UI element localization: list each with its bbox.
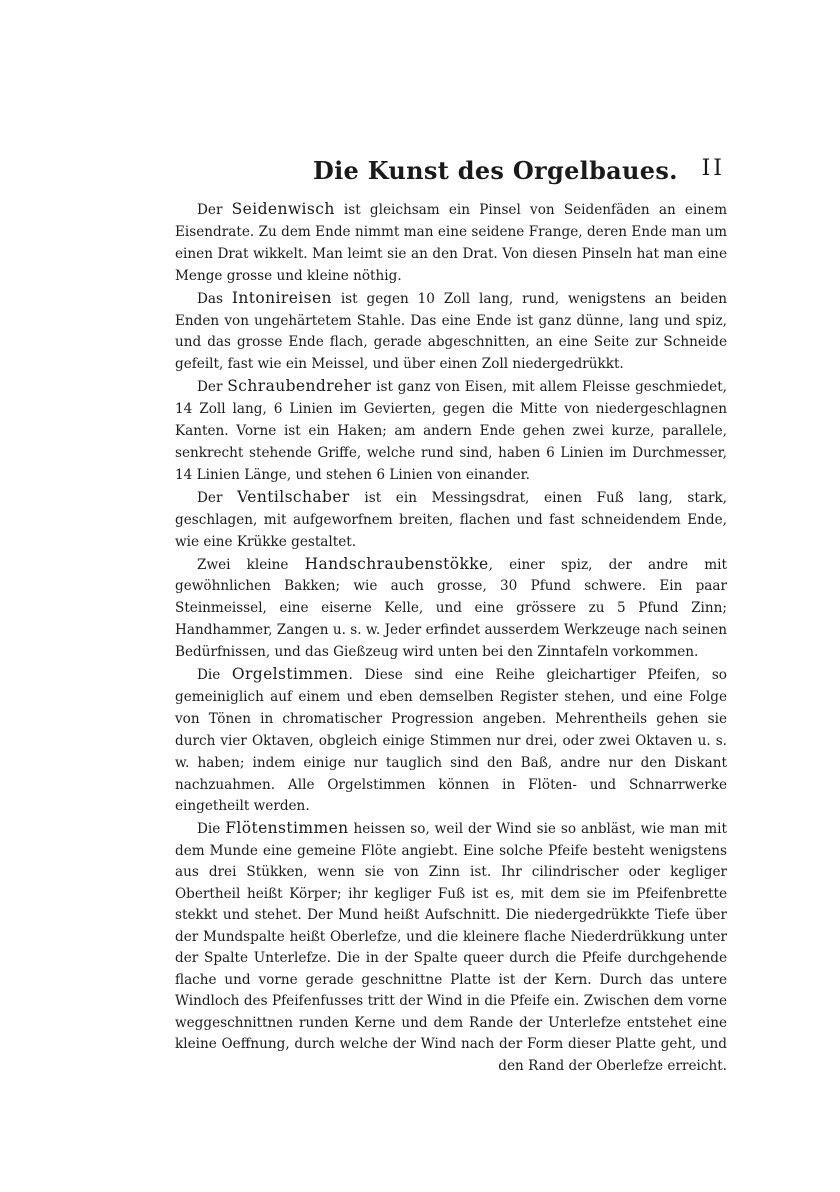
term-schraubendreher: Schraubendreher: [227, 377, 372, 396]
term-orgelstimmen: Orgelstimmen: [231, 665, 349, 684]
paragraph-ventilschaber: Der Ventilschaber ist ein Messingsdrat, einen Fuß lang, stark, geschlagen, mit aufgeworfnem breiten, flachen und fast schneidendem Ende, wie eine Krükke gestaltet.: [175, 487, 727, 550]
paragraph-orgelstimmen: Die Orgelstimmen. Diese sind eine Reihe gleichartiger Pfeifen, so gemeiniglich auf einem und eben demselben Register stehen, und eine Folge von Tönen in chromatischer Progression angeben. Mehrentheils gehen sie durch vier Oktaven, obgleich einige Stimmen nur drei, oder zwei Oktaven u. s. w. haben; indem einige nur tauglich sind den Baß, andre nur den Diskant nachzuahmen. Alle Orgelstimmen können in Flöten- und Schnarrwerke eingetheilt werden.: [175, 665, 727, 815]
paragraph-intonireisen: Das Intonireisen ist gegen 10 Zoll lang, rund, wenigstens an beiden Enden von ungehärtetem Stahle. Das eine Ende ist ganz dünne, lang und spiz, und das grosse Ende flach, gerade abgeschnitten, an eine Seite zur Schneide gefeilt, fast wie ein Meissel, und über einen Zoll niedergedrükkt.: [175, 288, 727, 373]
term-intonireisen: Intonireisen: [231, 288, 332, 307]
term-seidenwisch: Seidenwisch: [231, 200, 335, 218]
page-number: II: [701, 156, 725, 181]
paragraph-handschraubenstoekke: Zwei kleine Handschraubenstökke, einer spiz, der andre mit gewöhnlichen Bakken; wie auch grosse, 30 Pfund schwere. Ein paar Steinmeissel, eine eiserne Kelle, und eine grössere zu 5 Pfund Zinn; Handhammer, Zangen u. s. w. Jeder erfindet ausserdem Werkzeuge nach seinen Bedürfnissen, und das Gießzeug wird unten bei den Zinntafeln vorkommen.: [175, 554, 727, 661]
paragraph-schraubendreher: Der Schraubendreher ist ganz von Eisen, mit allem Fleisse geschmiedet, 14 Zoll lang, 6 Linien im Gevierten, gegen die Mitte von niedergeschlagnen Kanten. Vorne ist ein Haken; am andern Ende gehen zwei kurze, parallele, senkrecht stehende Griffe, welche rund sind, haben 6 Linien im Durchmesser, 14 Linien Länge, und stehen 6 Linien von einander.: [175, 377, 727, 483]
paragraph-floetenstimmen: Die Flötenstimmen heissen so, weil der Wind sie so anbläst, wie man mit dem Munde eine gemeine Flöte angiebt. Eine solche Pfeife besteht wenigstens aus drei Stükken, wenn sie von Zinn ist. Ihr cilindrischer oder kegliger Obertheil heißt Körper; ihr kegliger Fuß ist es, mit dem sie im Pfeifenbrette stekkt und stehet. Der Mund heißt Aufschnitt. Die niedergedrükkte Tiefe über der Mundspalte heißt Oberlefze, und die kleinere flache Niederdrükkung unter der Spalte Unterlefze. Die in der Spalte queer durch die Pfeife durchgehende flache und vorne gerade geschnittne Platte ist der Kern. Durch das untere Windloch des Pfeifenfusses tritt der Wind in die Pfeife ein. Zwischen dem vorne weggeschnittnen runden Kerne und dem Rande der Unterlefze entstehet eine kleine Oeffnung, durch welche der Wind nach der Form dieser Platte geht, und den Rand der Oberlefze erreicht.: [175, 819, 727, 1074]
running-title: Die Kunst des Orgelbaues.: [313, 156, 678, 185]
page-body: [175, 199, 727, 1077]
term-ventilschaber: Ventilschaber: [237, 487, 350, 506]
page-header: [175, 156, 725, 192]
paragraph-seidenwisch: Der Seidenwisch ist gleichsam ein Pinsel von Seidenfäden an einem Eisendrate. Zu dem Ende nimmt man eine seidene Frange, deren Ende man um einen Drat wikkelt. Man leimt sie an den Drat. Von diesen Pinseln hat man eine Menge grosse und kleine nöthig.: [175, 200, 727, 284]
term-floetenstimmen: Flötenstimmen: [225, 819, 349, 838]
term-handschraubenstoekke: Handschraubenstökke: [304, 554, 489, 573]
